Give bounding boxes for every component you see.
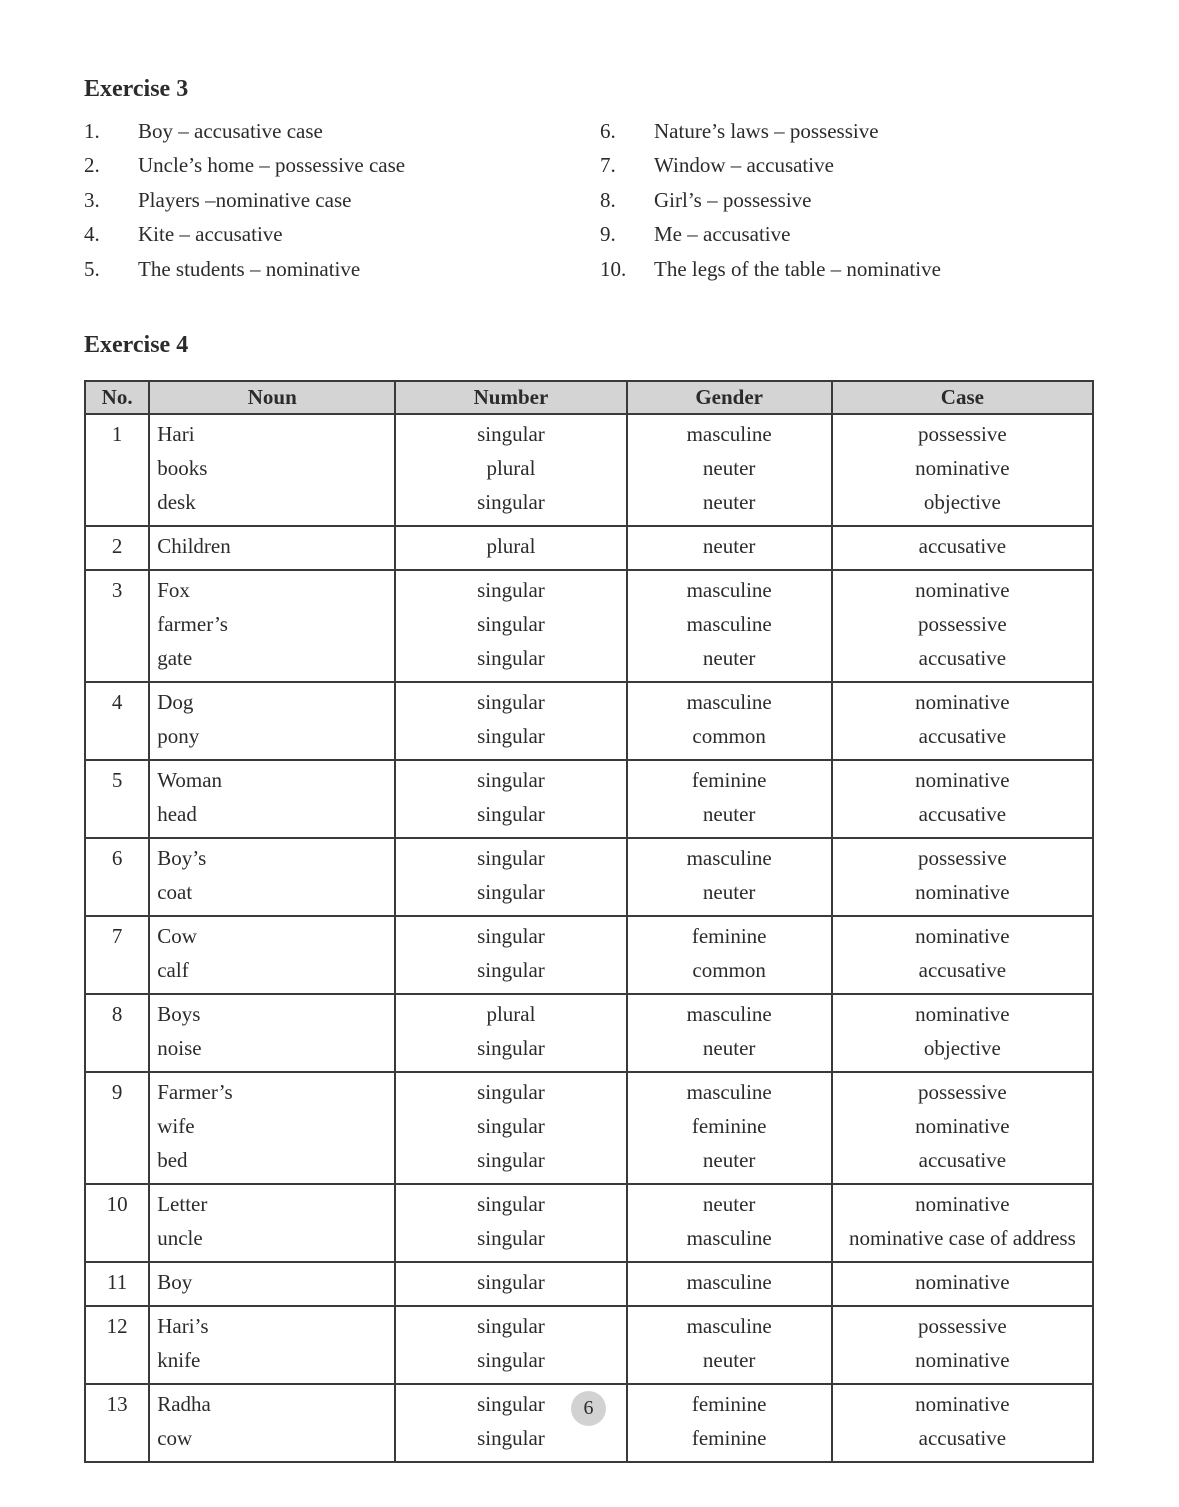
row-number: 13 <box>106 1392 128 1416</box>
cell-no <box>85 1384 149 1462</box>
gender-value: masculine <box>686 422 772 446</box>
case-value: accusative <box>918 534 1007 558</box>
case-value: nominative <box>915 1348 1010 1372</box>
case-value: nominative <box>915 578 1010 602</box>
case-value: nominative <box>915 924 1010 948</box>
cell-no <box>85 1262 149 1306</box>
gender-value: common <box>692 724 766 748</box>
noun-value: Hari <box>157 422 195 446</box>
case-value: accusative <box>918 724 1007 748</box>
case-value: nominative <box>915 1002 1010 1026</box>
list-item-text: Me – accusative <box>654 222 791 247</box>
cell-case <box>832 570 1093 682</box>
table-row <box>85 1262 1093 1306</box>
cell-gender <box>627 1072 832 1184</box>
row-number: 8 <box>111 1002 123 1026</box>
cell-number <box>395 994 626 1072</box>
cell-noun <box>149 838 395 916</box>
case-value: accusative <box>918 646 1007 670</box>
cell-case <box>832 1384 1093 1462</box>
gender-value: neuter <box>702 456 756 480</box>
cell-noun <box>149 570 395 682</box>
table-row <box>85 414 1093 526</box>
cell-gender <box>627 1306 832 1384</box>
gender-value: masculine <box>686 612 772 636</box>
cell-gender <box>627 682 832 760</box>
gender-value: masculine <box>686 846 772 870</box>
list-item-text: Girl’s – possessive <box>654 187 812 212</box>
cell-gender <box>627 1262 832 1306</box>
cell-gender <box>627 1384 832 1462</box>
list-item <box>600 252 1100 287</box>
cell-gender <box>627 838 832 916</box>
cell-number <box>395 1262 626 1306</box>
cell-no <box>85 414 149 526</box>
exercise-3-title: Exercise 3 <box>84 76 189 102</box>
case-value: possessive <box>918 612 1007 636</box>
case-value: nominative case of address <box>848 1226 1076 1250</box>
cell-no <box>85 1306 149 1384</box>
cell-number <box>395 838 626 916</box>
case-value: possessive <box>918 422 1007 446</box>
cell-number <box>395 1306 626 1384</box>
case-value: objective <box>923 1036 1001 1060</box>
gender-value: neuter <box>702 880 756 904</box>
list-item-number: 3. <box>84 187 100 212</box>
cell-case <box>832 1072 1093 1184</box>
case-value: possessive <box>918 1314 1007 1338</box>
number-value: singular <box>477 724 545 748</box>
noun-value: bed <box>157 1148 188 1172</box>
number-value: singular <box>477 422 545 446</box>
case-value: possessive <box>918 1080 1007 1104</box>
header-number: Number <box>395 381 626 414</box>
cell-noun <box>149 1384 395 1462</box>
noun-value: noise <box>157 1036 202 1060</box>
case-value: nominative <box>915 768 1010 792</box>
noun-value: head <box>157 802 197 826</box>
number-value: singular <box>477 1114 545 1138</box>
noun-value: Woman <box>157 768 223 792</box>
noun-value: Radha <box>157 1392 211 1416</box>
table-row <box>85 838 1093 916</box>
number-value: plural <box>486 1002 536 1026</box>
cell-no <box>85 526 149 570</box>
cell-no <box>85 570 149 682</box>
row-number: 12 <box>106 1314 128 1338</box>
noun-value: Boys <box>157 1002 201 1026</box>
noun-value: Children <box>157 534 231 558</box>
list-item-text: The students – nominative <box>138 256 361 281</box>
cell-noun <box>149 1184 395 1262</box>
number-value: plural <box>486 456 536 480</box>
exercise-4-table <box>84 380 1094 1463</box>
exercise-3-right-column <box>600 114 1100 287</box>
case-value: possessive <box>918 846 1007 870</box>
gender-value: masculine <box>686 1226 772 1250</box>
case-value: nominative <box>915 1192 1010 1216</box>
gender-value: masculine <box>686 690 772 714</box>
noun-value: wife <box>157 1114 195 1138</box>
cell-number <box>395 682 626 760</box>
noun-value: farmer’s <box>157 612 228 636</box>
list-item-text: Players –nominative case <box>138 187 352 212</box>
cell-noun <box>149 1262 395 1306</box>
cell-case <box>832 760 1093 838</box>
number-value: singular <box>477 578 545 602</box>
gender-value: neuter <box>702 1192 756 1216</box>
noun-value: Farmer’s <box>157 1080 233 1104</box>
cell-no <box>85 1072 149 1184</box>
cell-number <box>395 916 626 994</box>
table-row <box>85 682 1093 760</box>
number-value: singular <box>477 1036 545 1060</box>
noun-value: knife <box>157 1348 201 1372</box>
case-value: nominative <box>915 456 1010 480</box>
number-value: singular <box>477 1348 545 1372</box>
gender-value: masculine <box>686 1270 772 1294</box>
list-item-number: 9. <box>600 222 616 247</box>
noun-value: calf <box>157 958 189 982</box>
gender-value: neuter <box>702 1036 756 1060</box>
gender-value: neuter <box>702 646 756 670</box>
gender-value: neuter <box>702 1148 756 1172</box>
table-row <box>85 1306 1093 1384</box>
row-number: 10 <box>106 1192 128 1216</box>
gender-value: masculine <box>686 1080 772 1104</box>
cell-no <box>85 838 149 916</box>
gender-value: masculine <box>686 1314 772 1338</box>
noun-value: pony <box>157 724 200 748</box>
noun-value: gate <box>157 646 193 670</box>
cell-noun <box>149 526 395 570</box>
cell-gender <box>627 1184 832 1262</box>
cell-noun <box>149 994 395 1072</box>
number-value: plural <box>486 534 536 558</box>
number-value: singular <box>477 1314 545 1338</box>
cell-no <box>85 916 149 994</box>
list-item <box>84 252 584 287</box>
number-value: singular <box>477 924 545 948</box>
cell-gender <box>627 414 832 526</box>
noun-value: coat <box>157 880 193 904</box>
cell-case <box>832 1184 1093 1262</box>
list-item <box>84 183 584 218</box>
list-item-number: 4. <box>84 222 100 247</box>
header-noun: Noun <box>149 381 395 414</box>
gender-value: masculine <box>686 1002 772 1026</box>
exercise-4-title: Exercise 4 <box>84 332 189 358</box>
gender-value: feminine <box>691 1426 767 1450</box>
number-value: singular <box>477 768 545 792</box>
row-number: 2 <box>111 534 123 558</box>
case-value: nominative <box>915 880 1010 904</box>
cell-case <box>832 414 1093 526</box>
noun-value: cow <box>157 1426 193 1450</box>
noun-value: Letter <box>157 1192 208 1216</box>
list-item-text: Window – accusative <box>654 153 834 178</box>
table-row <box>85 570 1093 682</box>
list-item <box>600 183 1100 218</box>
number-value: singular <box>477 646 545 670</box>
cell-number <box>395 760 626 838</box>
gender-value: common <box>692 958 766 982</box>
row-number: 11 <box>107 1270 128 1294</box>
table-row <box>85 916 1093 994</box>
cell-noun <box>149 414 395 526</box>
cell-noun <box>149 682 395 760</box>
number-value: singular <box>477 846 545 870</box>
table-row <box>85 1184 1093 1262</box>
cell-gender <box>627 760 832 838</box>
cell-case <box>832 682 1093 760</box>
number-value: singular <box>477 1192 545 1216</box>
row-number: 4 <box>111 690 123 714</box>
cell-no <box>85 1184 149 1262</box>
number-value: singular <box>477 958 545 982</box>
number-value: singular <box>477 1148 545 1172</box>
number-value: singular <box>477 612 545 636</box>
case-value: accusative <box>918 1148 1007 1172</box>
case-value: nominative <box>915 690 1010 714</box>
case-value: nominative <box>915 1114 1010 1138</box>
list-item-text: Nature’s laws – possessive <box>654 118 879 143</box>
cell-case <box>832 994 1093 1072</box>
list-item <box>84 149 584 184</box>
number-value: singular <box>477 880 545 904</box>
page-number: 6 <box>571 1391 606 1426</box>
table-row <box>85 1072 1093 1184</box>
gender-value: masculine <box>686 578 772 602</box>
table-row <box>85 994 1093 1072</box>
cell-no <box>85 994 149 1072</box>
header-no: No. <box>85 381 149 414</box>
row-number: 1 <box>111 422 123 446</box>
noun-value: uncle <box>157 1226 203 1250</box>
cell-case <box>832 1262 1093 1306</box>
cell-number <box>395 1184 626 1262</box>
cell-case <box>832 916 1093 994</box>
case-value: nominative <box>915 1392 1010 1416</box>
list-item-text: Boy – accusative case <box>138 118 323 143</box>
list-item <box>84 218 584 253</box>
gender-value: neuter <box>702 1348 756 1372</box>
gender-value: feminine <box>691 1392 767 1416</box>
header-gender: Gender <box>627 381 832 414</box>
noun-value: books <box>157 456 208 480</box>
case-value: nominative <box>915 1270 1010 1294</box>
noun-value: desk <box>157 490 196 514</box>
number-value: singular <box>477 1226 545 1250</box>
gender-value: feminine <box>691 768 767 792</box>
cell-number <box>395 526 626 570</box>
cell-noun <box>149 1306 395 1384</box>
exercise-3-left-column <box>84 114 584 287</box>
table-row <box>85 526 1093 570</box>
cell-case <box>832 838 1093 916</box>
list-item-number: 5. <box>84 256 100 281</box>
list-item-number: 6. <box>600 118 616 143</box>
cell-gender <box>627 526 832 570</box>
header-case: Case <box>832 381 1093 414</box>
cell-noun <box>149 1072 395 1184</box>
case-value: accusative <box>918 1426 1007 1450</box>
noun-value: Boy’s <box>157 846 207 870</box>
cell-noun <box>149 760 395 838</box>
cell-number <box>395 1072 626 1184</box>
noun-value: Fox <box>157 578 190 602</box>
gender-value: neuter <box>702 802 756 826</box>
list-item <box>600 114 1100 149</box>
noun-value: Boy <box>157 1270 193 1294</box>
number-value: singular <box>477 490 545 514</box>
noun-value: Dog <box>157 690 194 714</box>
cell-gender <box>627 570 832 682</box>
cell-number <box>395 414 626 526</box>
noun-value: Hari’s <box>157 1314 209 1338</box>
case-value: accusative <box>918 958 1007 982</box>
cell-case <box>832 1306 1093 1384</box>
list-item <box>600 149 1100 184</box>
number-value: singular <box>477 1270 545 1294</box>
list-item-number: 2. <box>84 153 100 178</box>
list-item-text: Kite – accusative <box>138 222 283 247</box>
cell-no <box>85 682 149 760</box>
table-row <box>85 760 1093 838</box>
case-value: accusative <box>918 802 1007 826</box>
list-item-number: 10. <box>600 256 627 281</box>
list-item-text: Uncle’s home – possessive case <box>138 153 406 178</box>
cell-no <box>85 760 149 838</box>
noun-value: Cow <box>157 924 197 948</box>
list-item <box>600 218 1100 253</box>
cell-gender <box>627 916 832 994</box>
table-header-row <box>85 381 1093 414</box>
number-value: singular <box>477 1392 545 1416</box>
gender-value: feminine <box>691 924 767 948</box>
number-value: singular <box>477 802 545 826</box>
gender-value: feminine <box>691 1114 767 1138</box>
cell-noun <box>149 916 395 994</box>
row-number: 9 <box>111 1080 123 1104</box>
list-item-text: The legs of the table – nominative <box>654 256 941 281</box>
list-item <box>84 114 584 149</box>
gender-value: neuter <box>702 490 756 514</box>
list-item-number: 7. <box>600 153 616 178</box>
list-item-number: 8. <box>600 187 616 212</box>
row-number: 5 <box>111 768 123 792</box>
table-body <box>85 414 1093 1462</box>
row-number: 6 <box>111 846 123 870</box>
list-item-number: 1. <box>84 118 100 143</box>
number-value: singular <box>477 1080 545 1104</box>
cell-gender <box>627 994 832 1072</box>
case-value: objective <box>923 490 1001 514</box>
number-value: singular <box>477 1426 545 1450</box>
row-number: 7 <box>111 924 123 948</box>
cell-case <box>832 526 1093 570</box>
row-number: 3 <box>111 578 123 602</box>
gender-value: neuter <box>702 534 756 558</box>
number-value: singular <box>477 690 545 714</box>
cell-number <box>395 570 626 682</box>
